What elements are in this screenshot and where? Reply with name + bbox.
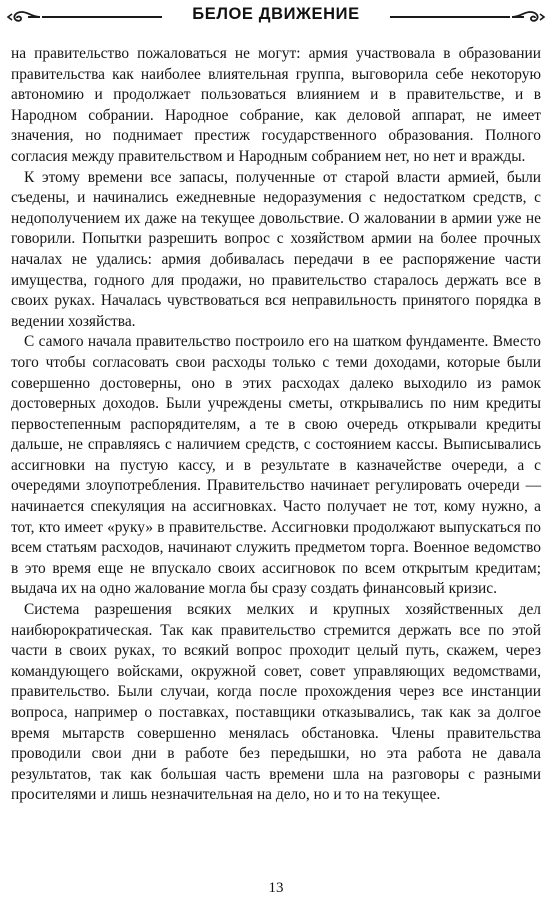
paragraph: на правительство пожаловаться не могут: армия участвовала в образовании правительства как наиболее влиятельная группа, выговорила себе некоторую автономию и продолжает пользоваться влиянием и в правительстве, и в Народном собрании. Народное собрание, как деловой аппарат, не имеет значения, но поднимает престиж государственного образования. Полного согласия между правительством и Народным собранием нет, но нет и вражды. — [11, 45, 541, 165]
left-header-rule — [42, 16, 162, 18]
paragraph: Система разрешения всяких мелких и крупных хозяйственных дел наибюрократическая. Так как правительство стремится держать все по этой части в своих руках, то всякий вопрос проходит целый путь, скажем, через командующего войсками, окружной совет, совет управляющих ведомствами, правительство. Были случаи, когда после прохождения через все инстанции вопроса, например о поставках, поставщики отказывались, так как за долгое время мытарств совершенно менялась обстановка. Члены правительства проводили свои дни в работе без передышки, но эта работа не давала результатов, так как большая часть времени шла на разговоры с разными просителями и лишь незначительная на дело, но и то на текущее. — [11, 601, 541, 804]
right-header-rule — [390, 16, 510, 18]
running-title: БЕЛОЕ ДВИЖЕНИЕ — [192, 5, 360, 23]
right-scroll-ornament-icon — [510, 10, 546, 24]
left-scroll-ornament-icon — [6, 10, 42, 24]
running-header — [0, 4, 552, 32]
paragraph: С самого начала правительство построило его на шатком фундаменте. Вместо того чтобы согласовать свои расходы только с теми доходами, которые были совершенно достоверны, оно в этих расходах далеко выходило из рамок достоверных доходов. Были учреждены сметы, открывались по ним кредиты первостепенным распорядителям, а те в свою очередь открывали кредиты дальше, не справляясь с наличием средств, с состоянием кассы. Выписывались ассигновки на пустую кассу, и в результате в казначействе очереди, а с очередями злоупотребления. Правительство начинает регулировать очереди — начинается спекуляция на ассигновках. Часто получает не тот, кому нужно, а тот, кто имеет «руку» в правительстве. Ассигновки продолжают выпускаться по всем статьям расходов, начинают служить предметом торга. Военное ведомство в это время еще не впускало своих ассигновок по всем открытым кредитам; выдача их на одно жалование могла бы сразу создать финансовый кризис. — [11, 333, 541, 598]
page-number: 13 — [268, 880, 284, 896]
main-text — [11, 44, 541, 806]
paragraph: К этому времени все запасы, полученные от старой власти армией, были съедены, и начинались ежедневные недоразумения с недостатком средств, с недополучением их даже на текущее довольствие. О жаловании в армии уже не говорили. Попытки разрешить вопрос с хозяйством армии на более прочных началах не удались: армия добивалась передачи в ее распоряжение части имущества, годного для продажи, но правительство старалось держать все в своих руках. Началась чувствоваться вся неправильность принятого порядка в ведении хозяйства. — [11, 168, 541, 330]
